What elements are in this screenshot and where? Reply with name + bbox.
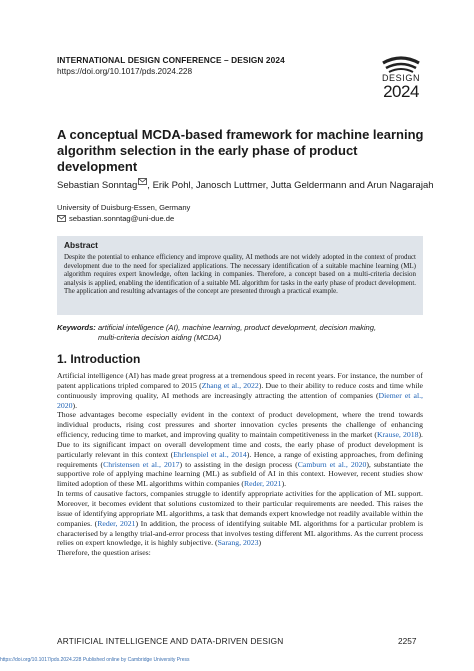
author-list [57,178,437,192]
keywords [57,323,423,343]
citation-link[interactable]: Diemer et al., 2020 [57,390,423,410]
citation-link[interactable]: Ehrlenspiel et al., 2014 [173,449,247,459]
paragraph-text: Therefore, the question arises: [57,548,151,558]
keywords-line-2: multi-criteria decision aiding (MCDA) [98,333,222,342]
paragraph-text: ) to assisting in the design process ( [179,459,298,469]
page-number: 2257 [398,636,417,646]
citation-link[interactable]: Reder, 2021 [97,518,136,528]
paragraph-text: ). Due to its significant impact on overall development time and costs, the early phase of product development is particularly relevant in this context ( [57,430,423,459]
paragraph-text: ) [258,538,262,548]
first-author: Sebastian Sonntag [57,180,138,191]
footer-section-title: ARTIFICIAL INTELLIGENCE AND DATA-DRIVEN DESIGN [57,636,284,646]
citation-link[interactable]: Camburn et al., 2020 [297,459,367,469]
paragraph-1 [57,371,423,410]
citation-link[interactable]: Reder, 2021 [243,479,282,489]
citation-link[interactable]: Sarang, 2023 [217,538,259,548]
envelope-icon[interactable] [138,178,147,185]
email-address[interactable]: sebastian.sonntag@uni-due.de [69,214,175,223]
paragraph-text: ) In addition, the process of identifying suitable ML algorithms for a particular problem is characterised by a lengthy trial-and-error process that involves testing different ML algorithms. As the current process relies on expert knowledge, it is highly subjective. ( [57,518,423,548]
paragraph-3 [57,489,423,548]
paragraph-text: ). [281,479,287,489]
doi-footer-line[interactable]: https://doi.org/10.1017/pds.2024.228 Published online by Cambridge University Press [0,657,190,663]
conference-name: INTERNATIONAL DESIGN CONFERENCE – DESIGN 2024 [57,55,285,65]
citation-link[interactable]: Krause, 2018 [376,430,419,440]
section-heading: 1. Introduction [57,352,141,366]
other-authors: , Erik Pohl, Janosch Luttmer, Jutta Geldermann and Arun Nagarajah [147,180,434,191]
paper-title: A conceptual MCDA-based framework for machine learning algorithm selection in the early phase of product development [57,127,424,174]
paragraph-text: In terms of causative factors, companies struggle to identify appropriate activities for the application of ML support. Moreover, it becomes evident that solutions customized to their particular requirements are needed. This raises the issue of identifying appropriate ML algorithms, a task that demands expert knowledge not readily available within the companies. ( [57,489,423,528]
paragraph-4 [57,548,423,558]
affiliation: University of Duisburg-Essen, Germany [57,203,191,212]
doi-link[interactable]: https://doi.org/10.1017/pds.2024.228 [57,66,193,76]
citation-link[interactable]: Zhang et al., 2022 [201,380,259,390]
keywords-line-1: artificial intelligence (AI), machine learning, product development, decision making, [97,323,377,332]
paragraph-text: ). Due to their ability to reduce costs and time while continuously improving quality, AI methods are increasingly attracting the attention of companies ( [57,380,423,400]
paragraph-text: Artificial intelligence (AI) has made great progress at a tremendous speed in recent years. For instance, the number of patent applications tripled compared to 2015 ( [57,371,423,390]
logo-word: DESIGN [381,73,421,83]
paragraph-2 [57,410,423,489]
keywords-label: Keywords: [57,323,96,332]
paragraph-text: ), substantiate the supportive role of applying machine learning (ML) as subfield of AI in this context. However, recent studies show limited adoption of these ML algorithms within companies ( [57,459,424,489]
paragraph-text: Those advantages become especially evident in the context of product development, where the trend towards individual products, rising cost pressures and shorter innovation cycles presents the challenge of enhancing efficiency, reducing time to market, and improving quality to maintain competitiveness in the market ( [57,410,423,440]
abstract-box [57,236,423,315]
logo-year: 2024 [383,82,419,101]
abstract-text: Despite the potential to enhance efficiency and improve quality, AI methods are not widely adopted in the context of product development due to the need for specialized applications. The necessary identification of a suitable machine learning (ML) algorithm requires expert knowledge, often lacking in companies. Therefore, a concept based on a multi-criteria decision analysis is applied, enabling the identification of a suitable ML algorithm for tasks in the early phase of product development. The application and resulting advantages of the concept are presented through a practical example. [64,253,416,295]
body-text [57,371,423,558]
logo-arcs-icon [379,55,423,73]
design-conference-logo [379,55,423,105]
paragraph-text: ). Hence, a range of existing approaches, from defining requirements ( [57,449,423,469]
abstract-heading: Abstract [64,240,98,250]
citation-link[interactable]: Christensen et al., 2017 [103,459,180,469]
envelope-icon [57,215,66,222]
email-row [57,214,174,223]
paragraph-text: ). [72,400,78,410]
